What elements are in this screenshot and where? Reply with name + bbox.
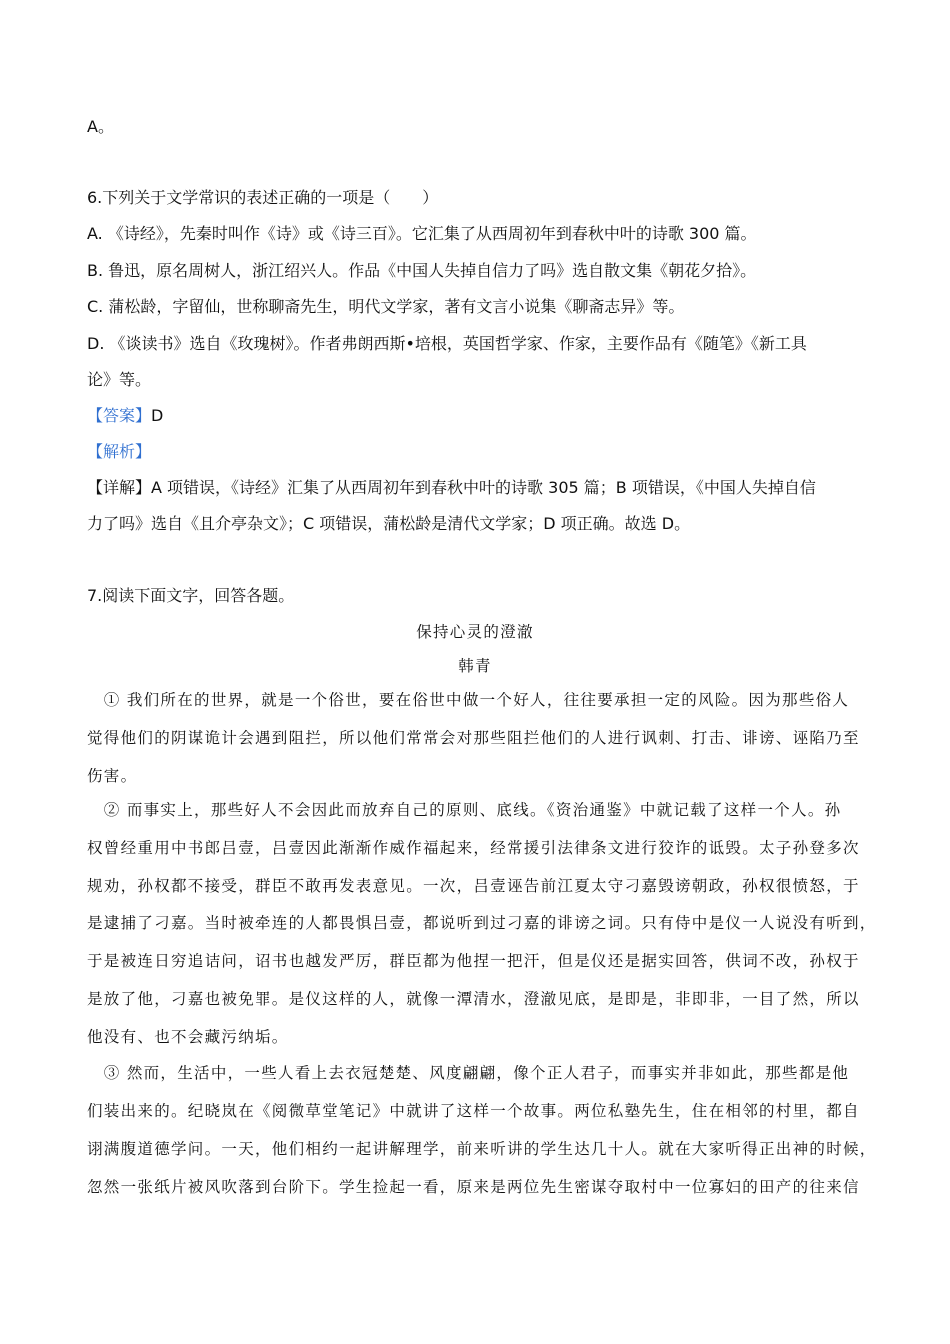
passage-line: 诩满腹道德学问。一天，他们相约一起讲解理学，前来听讲的学生达几十人。就在大家听得正出神的时候， [87,1140,877,1158]
passage-line: ③ 然而，生活中，一些人看上去衣冠楚楚、风度翩翩，像个正人君子，而事实并非如此，那些都是他 [87,1064,850,1082]
passage-line: 忽然一张纸片被风吹落到台阶下。学生捡起一看，原来是两位先生密谋夺取村中一位寡妇的田产的往来信 [87,1178,860,1196]
detail-tag: 【详解】 [87,478,152,497]
answer-value: D [151,406,164,425]
analysis-tag: 【解析】 [87,442,152,461]
detail-line-2: 力了吗》选自《且介亭杂文》；C 项错误，蒲松龄是清代文学家；D 项正确。故选 D。 [87,514,691,533]
question-6-option-b: B. 鲁迅，原名周树人，浙江绍兴人。作品《中国人失掉自信力了吗》选自散文集《朝花夕拾》。 [87,261,757,280]
passage-line: 是逮捕了刁嘉。当时被牵连的人都畏惧吕壹，都说听到过刁嘉的诽谤之词。只有侍中是仪一人说没有听到， [87,914,877,932]
passage-line: 规劝，孙权都不接受，群臣不敢再发表意见。一次，吕壹诬告前江夏太守刁嘉毁谤朝政，孙权很愤怒，于 [87,877,860,895]
answer-tag: 【答案】 [87,406,152,425]
passage-line: 是放了他，刁嘉也被免罪。是仪这样的人，就像一潭清水，澄澈见底，是即是，非即非，一目了然，所以 [87,990,860,1008]
passage-line: 觉得他们的阴谋诡计会遇到阻拦，所以他们常常会对那些阻拦他们的人进行讽刺、打击、诽谤、诬陷乃至 [87,729,860,747]
passage-line: 伤害。 [87,767,138,785]
passage-title: 保持心灵的澄澈 [416,623,534,641]
question-6-stem: 6.下列关于文学常识的表述正确的一项是（ ） [87,188,439,207]
question-6-option-d: D. 《谈读书》选自《玫瑰树》。作者弗朗西斯•培根，英国哲学家、作家，主要作品有《随笔》《新工具 [87,334,807,353]
passage-line: 权曾经重用中书郎吕壹，吕壹因此渐渐作威作福起来，经常援引法律条文进行狡诈的诋毁。太子孙登多次 [87,839,860,857]
answer-line [87,406,163,426]
passage-line: 们装出来的。纪晓岚在《阅微草堂笔记》中就讲了这样一个故事。两位私塾先生，住在相邻的村里，都自 [87,1102,860,1120]
passage-author: 韩青 [458,657,492,675]
previous-answer-text: A。 [87,117,114,136]
passage-line: 于是被连日穷追诘问，诏书也越发严厉，群臣都为他捏一把汗，但是仪还是据实回答，供词不改，孙权于 [87,952,860,970]
detail-text-1: A 项错误，《诗经》汇集了从西周初年到春秋中叶的诗歌 305 篇；B 项错误，《中国人失掉自信 [151,478,816,497]
question-6-option-a: A. 《诗经》，先秦时叫作《诗》或《诗三百》。它汇集了从西周初年到春秋中叶的诗歌 300 篇。 [87,224,757,243]
question-7-stem: 7.阅读下面文字，回答各题。 [87,586,295,605]
passage-line: 他没有、也不会藏污纳垢。 [87,1028,289,1046]
question-6-option-d-cont: 论》等。 [87,370,152,389]
passage-line: ① 我们所在的世界，就是一个俗世，要在俗世中做一个好人，往往要承担一定的风险。因为那些俗人 [87,691,850,709]
detail-line-1 [87,478,816,498]
passage-line: ② 而事实上，那些好人不会因此而放弃自己的原则、底线。《资治通鉴》中就记载了这样一个人。孙 [87,801,842,819]
question-6-option-c: C. 蒲松龄，字留仙，世称聊斋先生，明代文学家，著有文言小说集《聊斋志异》等。 [87,297,685,316]
